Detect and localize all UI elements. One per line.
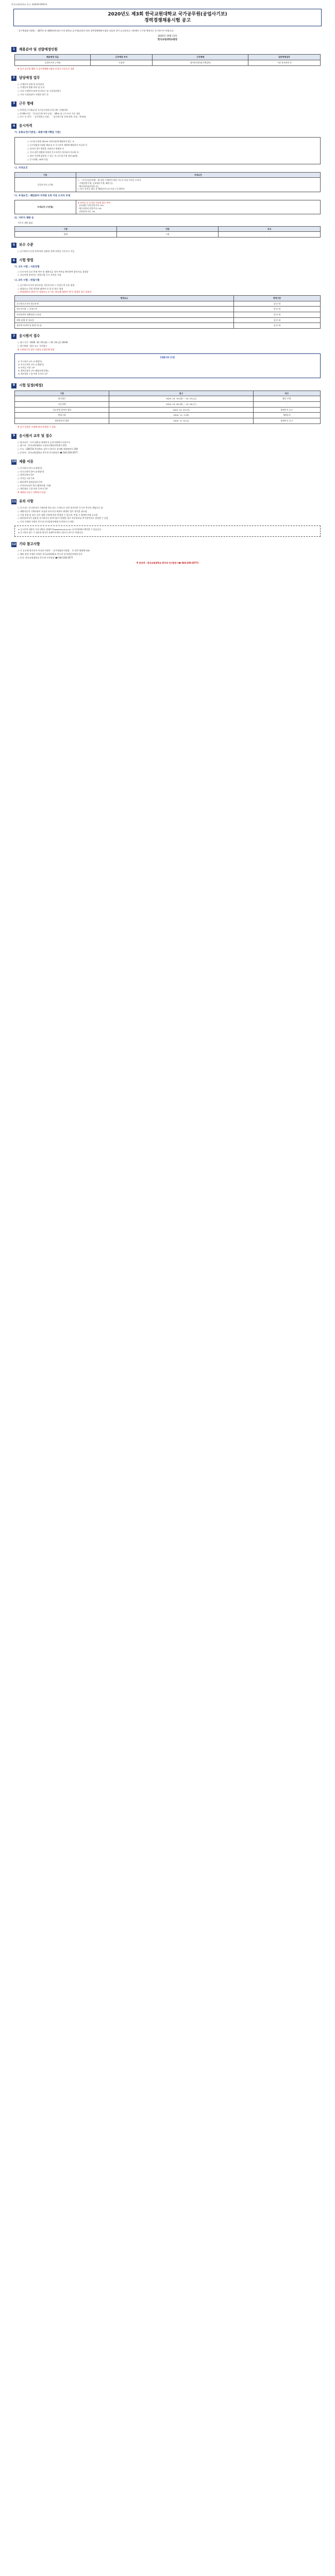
list-item: ○ 기타 시설과장이 지정한 업무 등 [18,93,49,96]
table-cell: 상·중·하 [234,323,321,329]
box-line: ※ 공고문의 내용은 우리 대학교 홈페이지(www.knue.ac.kr) 공지사항에서 확인할 수 있습니다. [18,528,102,531]
list-item: ○ 채용 관련 자세한 사항은 한국교원대학교 총무과 인사담당자에게 문의 [18,552,82,555]
section-number: 9 [11,434,16,439]
section-note: ※ 상기 일정은 사정에 따라 변경될 수 있음 [18,425,56,428]
table-header: 근무예정 부서 [90,55,153,60]
table-cell: 상·중·하 [234,317,321,323]
list-item: ○ 공무원보수규정 등에 따라 임용일 현재 호봉을 기준으로 지급 [18,250,75,253]
table-cell: 2020. 10. 29.(목) [109,407,253,413]
table-header: 인원 [116,226,219,232]
pref-line: - 공조냉동기계 산업기사: 5% [77,204,104,207]
list-item: ○ 제출서류의 기재사항이 사실과 다르거나 허위로 판명된 경우 합격을 취소함 [18,510,87,513]
list-item: ○ 기타 자세한 사항은 총무과 인사담당자에게 문의하시기 바람 [18,520,74,523]
list-item: ○ 기계분야 현황 파악 및 분석 [18,86,45,89]
title-box [13,9,322,26]
list-item: ○ 응시자는 응시원서의 기재사항 착오 또는 누락으로 인한 불이익은 응시자 본인의 책임으로 함 [18,506,103,510]
common-requirements-box [14,137,321,164]
pref-line: ※ 자격증 등 소지자 가산점 별도 부여 [77,201,110,204]
list-item: ○ 접수방법 : 방문 또는 우편접수 [18,344,47,347]
table-header: 일시 [109,391,253,396]
preference-table [14,200,321,215]
section-7-header [11,334,324,339]
notice-page [0,0,335,582]
table-header: 비고 [219,226,321,232]
box-line: ② 자기소개서 1부 (소정양식) [18,363,44,366]
recruit-table [14,54,321,65]
section-number: 8 [11,383,16,388]
issuing-org: 한국교원대학교총장 [157,39,178,42]
table-cell: 면접시험 [15,413,109,418]
list-item: ○ 응시원서 1부 (소정양식) [18,466,42,469]
list-item: ○ 남자의 경우 병역을 마쳤거나 면제된 자 [27,147,64,150]
table-header: 채용예정 직급 [15,55,91,60]
box-line: ③ 자격증 사본 1부 [18,366,35,369]
table-cell: 공업사기보 (기계) [15,60,91,66]
section-8-header [11,383,324,388]
section-title: 제출 서류 [19,459,34,464]
section-title: 담당예정 업무 [19,75,40,80]
section-number: 11 [11,499,16,504]
list-item: ○ 정년 이전에 임용될 수 있는 자 (국가공무원 정년 60세) [27,155,78,157]
table-cell: 상·중·하 [234,301,321,307]
table-cell: 1명 [116,232,219,238]
list-item: ○ 이 공고에 명시되지 아니한 사항은 「공무원임용시험령」 등 관련 법령에 따름 [18,549,90,552]
table-cell: 원서접수 [15,396,109,402]
section-number: 10 [11,460,16,465]
table-cell: 상·중·하 [234,307,321,312]
subsection-title: 나. 자격요건 [14,167,28,170]
pref-line: - 건축설비기사: 3% [77,210,95,213]
section-2-header [11,76,324,81]
list-item: ○ 보수 등 처우: 「공무원보수규정」 「공무원수당 등에 관한 규정」에 따름 [18,115,86,118]
notice-date: 2020년 10월 13일 [158,35,177,38]
table-cell: 홈페이지 공고 [253,418,320,424]
table-cell: 2020. 10. 26.(월) ~ 10. 28.(수) [109,402,253,408]
title-line-1: 2020년도 제3회 한국교원대학교 국가공무원(공업사기보) [108,12,227,18]
section-1-header [11,47,324,52]
footer-contact: ※ 문의처 : 한국교원대학교 총무과 인사담당 (☎ 043-230-3577) [136,561,199,564]
notice-number: 한국교원대학교 공고 제2020-0953호 [11,3,47,6]
table-cell: 공무원으로서의 정신자세 [15,301,234,307]
section-title: 시험 일정(예정) [19,383,43,387]
subsection-title: 라. 거주지 제한 등 [14,217,34,220]
list-item: ○ 국가공무원법 제33조 결격사유에 해당하지 않는 자 [27,140,74,143]
list-item: ○ 문의: 한국교원대학교 총무과 인사담당 ☎ 043-230-3577 [18,556,73,559]
table-cell: 서류전형 합격자 발표 [15,407,109,413]
list-item: ○ 응시자격 요건 충족 여부 및 제출서류 적격 여부를 확인하여 합격자를 결정함 [18,270,89,273]
list-item: ※ 제출된 서류는 반환하지 않음 [18,491,46,494]
list-item: ○ 최종합격자가 임용을 포기하거나 결격사유가 발생한 경우 차순위자를 추가합격자로 결정할 수 있음 [18,517,108,520]
table-cell [76,200,320,214]
list-item: ○ 자격증 사본 1부 [18,477,35,480]
list-item: ○ 면접위원의 과반수가 평정요소 중 어느 하나에 대하여 '하'로 평정한 경우 불합격 [18,291,92,294]
table-cell: 의사표현의 정확성과 논리성 [15,312,234,318]
section-number: 6 [11,258,16,263]
subsection-title: 나. 2차 시험 : 면접시험 [14,279,40,282]
list-item: ○ 접수처 : 한국교원대학교 시설과 (행정지원센터 2층) [18,444,67,447]
table-header: 근무형태 [153,55,248,60]
list-item: ○ 기계분야 설계 및 유지관리 [18,82,44,86]
list-item: ○ [주40시간] 「국가공무원 복무규정」 제9조 및 근무시간 기준 적용 [18,112,80,115]
table-cell: - [253,402,320,408]
list-item: ○ 주소 : (28173) 충청북도 청주시 흥덕구 강내면 태성탑연로 250 [18,448,78,451]
title-line-2: 경력경쟁채용시험 공고 [144,18,191,24]
list-item: ○ [주5일근무제실시] 국가공무원과 동일 (예: 기계분야) [18,108,68,111]
section-4-header [11,124,324,129]
section-11-header [11,499,324,504]
table-cell: 2020. 10. 19.(월) ~ 10. 23.(금) [109,396,253,402]
list-item: ○ 공무원으로서의 정신자세, 전문지식과 그 응용능력 등을 평정 [18,283,75,286]
table-cell: 서류전형 [15,402,109,408]
table-header: 구분 [15,391,109,396]
section-title: 시험 방법 [19,258,34,263]
qual-line: - 에너지관리(보일러 등) [77,184,99,188]
qual-line: ○ 「국가기술자격법」에 의한 기계분야 관련 기능사 이상 자격증 소지자 [77,179,141,182]
section-9-header [11,434,324,439]
section-number: 1 [11,47,16,52]
list-item: ○ 개인정보 수집·이용 동의서 1부 [18,487,48,490]
list-item: ○ 서류전형 합격자는 면접시험 응시 자격을 가짐 [18,274,61,277]
schedule-table [14,391,321,424]
list-item: ○ 최종학력 졸업증명서 1부 [18,480,43,483]
list-item: ○ 응시연령: 18세 이상 [27,158,48,161]
section-title: 기타 참고사항 [19,542,40,547]
table-cell: 방문·우편 [253,396,320,402]
section-12-header [11,542,324,547]
table-cell: 공업사기보 (기계) [15,178,76,192]
section-note: ※ 상기 공무원 채용 시 공무원채용시험의 동일자 기준으로 적용 [18,67,75,70]
table-cell: 홈페이지 공고 [253,407,320,413]
qual-line: - 기계(일반기계, 공조냉동기계, 배관 등) [77,182,113,185]
table-header: 평정요소 [15,296,234,301]
list-item: ○ 원서교부 : 우리 대학교 홈페이지 공지사항에서 다운로드 [18,440,71,444]
table-cell [76,178,320,192]
evaluation-table [14,295,321,329]
section-number: 7 [11,334,16,339]
table-cell: 최종합격자 발표 [15,418,109,424]
table-cell: 전문지식과 그 응용능력 [15,307,234,312]
section-title: 보수 수준 [19,243,34,247]
table-cell: 우대요건 (가산점) [15,200,76,214]
table-cell: - [219,232,321,238]
section-3-header [11,101,324,107]
section-title: 유의 사항 [19,499,34,504]
section-title: 근무 형태 [19,101,34,106]
table-header: 평정기준 [234,296,321,301]
limit-table [14,226,321,238]
list-item: ○ 공무원임용시험령 제51조 등 응시자격 제한에 해당하지 아니한 자 [27,143,87,146]
documents-box [14,353,321,378]
section-title: 응시원서 교부 및 접수 [19,433,53,438]
box-line: ① 응시원서 1부 (소정양식) [18,360,42,363]
list-item: ○ 기타 관련 법령에 의하여 응시자격이 정지되지 아니한 자 [27,150,79,154]
section-title: 채용분야 및 선발예정인원 [19,47,58,52]
table-cell: 시설 유지관리 등 [248,60,321,66]
box-line: ⑤ 개인정보 수집·이용 동의서 1부 [18,372,48,375]
intro-text: 「공무원임용시험령」 제27조 및 제40조에 따라 우리 대학교 공무원(공업사기보) 경력경쟁채용시험을 다음과 같이 공고하오니 기관에서 근무할 예정자는 응시하시기 바랍니다. [16,29,174,32]
table-header: 담당예정업무 [248,55,321,60]
list-item: ○ 문의처 : 한국교원대학교 총무과 인사담당자 ☎ 043-230-3577 [18,451,78,454]
list-item: ○ 주민등록초본 1부 (병역사항 기재) [18,484,51,487]
subsection-title: 가. 1차 시험 : 서류전형 [14,265,40,268]
subsection-title: 가. 공통요건(기준일 : 최종시험시행일 기준) [14,131,61,134]
box-line: ※ 응시원서 접수 시 필요한 양식은 홈페이지에서 다운로드하시기 바랍니다. [18,531,84,534]
table-header: 구분 [15,226,117,232]
table-header: 자격요건 [76,172,320,178]
website-notice-box [14,526,321,537]
box-title: 【제출서류 안내】 [159,355,176,359]
section-number: 4 [11,124,16,129]
table-cell: 2020. 11. 3.(화) [109,413,253,418]
table-cell: 예의·품행 및 성실성 [15,317,234,323]
section-number: 5 [11,243,16,248]
table-cell: 개별통지 [253,413,320,418]
qual-line: ○ 상기 자격증 취득 후 해당분야 1년 이상 근무경력자 [77,188,125,191]
table-cell: 창의력·의지력 및 발전가능성 [15,323,234,329]
list-item: ○ 자기소개서 1부 (소정양식) [18,470,44,473]
table-header: 구분 [15,172,76,178]
table-cell: 청사유지관리(기계설비) [153,60,248,66]
list-item: 거주지 제한 없음 [18,221,33,224]
list-item: ○ 접수기간 : 2020. 10. 19.(월) ~ 10. 23.(금) 18:00 [18,341,68,344]
section-number: 3 [11,101,16,107]
qualification-table [14,172,321,192]
section-number: 2 [11,76,16,81]
date-block [11,35,324,42]
section-title: 응시원서 접수 [19,334,40,338]
table-cell: 상·중·하 [234,312,321,318]
table-cell: 시설과 [90,60,153,66]
list-item: ※ 우편접수의 경우 마감일 도착분에 한함 [18,348,55,351]
list-item: ○ 시험 일정 및 장소 등은 대학 사정에 따라 변경될 수 있으며, 변경 시 홈페이지에 공고함 [18,513,98,516]
section-title: 응시자격 [19,124,32,128]
pref-line: - 에너지관리 산업기사: 5% [77,207,102,210]
table-cell: 2020. 11. 6.(금) [109,418,253,424]
section-5-header [11,243,324,248]
box-line: ④ 경력증명서 1부 (해당자에 한함) [18,369,49,372]
section-6-header [11,258,324,263]
table-header: 비고 [253,391,320,396]
list-item: ○ 기타 기계분야 관련 유지보수 및 시설개선업무 [18,90,61,93]
table-cell: 합계 [15,232,117,238]
section-10-header [11,460,324,465]
list-item: ○ 경력증명서 1부 [18,473,34,477]
subsection-title: 다. 우대요건 : 해당분야 자격증 1개 이상 소지자 우대 [14,195,71,198]
section-number: 12 [11,542,16,547]
list-item: ○ 평정요소: 5개 항목에 대하여 각 상·중·하로 평정 [18,287,63,290]
